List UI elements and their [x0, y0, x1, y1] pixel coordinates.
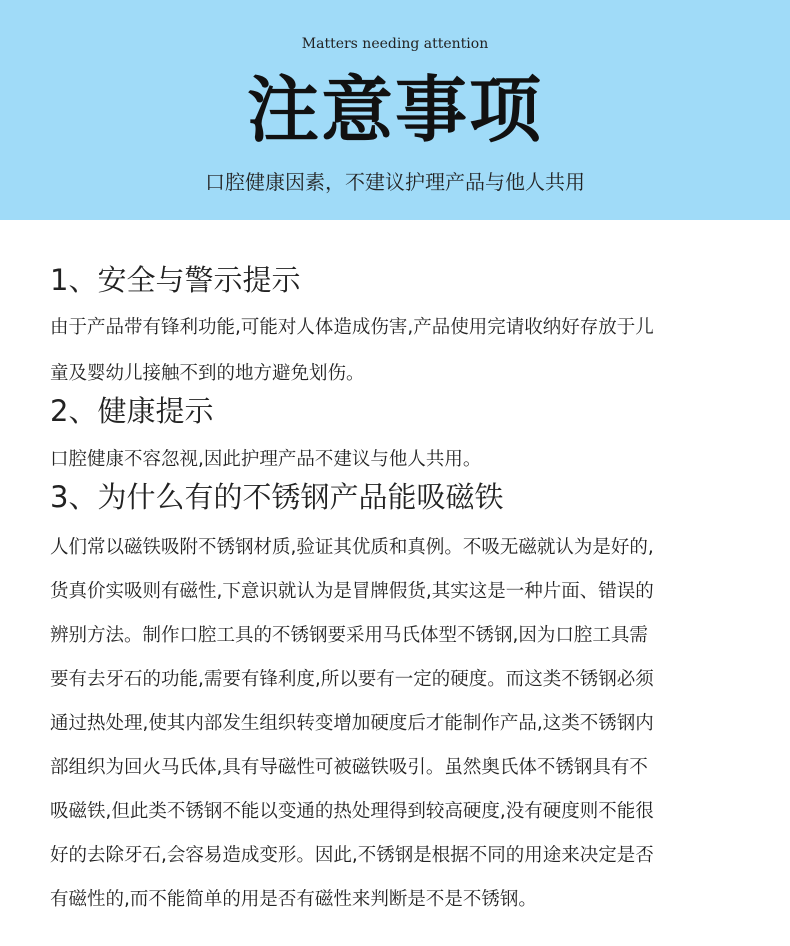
tagline: 口腔健康因素，不建议护理产品与他人共用 — [205, 170, 585, 194]
paragraph-line: 辨别方法。制作口腔工具的不锈钢要采用马氏体型不锈钢,因为口腔工具需 — [50, 625, 648, 646]
paragraph-line: 口腔健康不容忽视,因此护理产品不建议与他人共用。 — [50, 449, 482, 470]
header-banner — [0, 0, 790, 220]
paragraph-line: 货真价实吸则有磁性,下意识就认为是冒牌假货,其实这是一种片面、错误的 — [50, 581, 654, 602]
page-title: 注意事项 — [246, 67, 543, 152]
paragraph-line: 人们常以磁铁吸附不锈钢材质,验证其优质和真例。不吸无磁就认为是好的, — [50, 537, 654, 558]
section-heading-magnet: 3、为什么有的不锈钢产品能吸磁铁 — [50, 480, 504, 514]
paragraph-line: 要有去牙石的功能,需要有锋利度,所以要有一定的硬度。而这类不锈钢必须 — [50, 669, 654, 690]
section-heading-safety: 1、安全与警示提示 — [50, 263, 301, 297]
paragraph-line: 吸磁铁,但此类不锈钢不能以变通的热处理得到较高硬度,没有硬度则不能很 — [50, 801, 654, 822]
paragraph-line: 部组织为回火马氏体,具有导磁性可被磁铁吸引。虽然奥氏体不锈钢具有不 — [50, 757, 648, 778]
paragraph-line: 有磁性的,而不能简单的用是否有磁性来判断是不是不锈钢。 — [50, 889, 537, 910]
paragraph-line: 童及婴幼儿接触不到的地方避免划伤。 — [50, 363, 365, 384]
english-subtitle: Matters needing attention — [301, 36, 489, 52]
paragraph-line: 好的去除牙石,会容易造成变形。因此,不锈钢是根据不同的用途来决定是否 — [50, 845, 654, 866]
paragraph-line: 由于产品带有锋利功能,可能对人体造成伤害,产品使用完请收纳好存放于儿 — [50, 317, 654, 338]
section-heading-health: 2、健康提示 — [50, 394, 214, 428]
paragraph-line: 通过热处理,使其内部发生组织转变增加硬度后才能制作产品,这类不锈钢内 — [50, 713, 654, 734]
